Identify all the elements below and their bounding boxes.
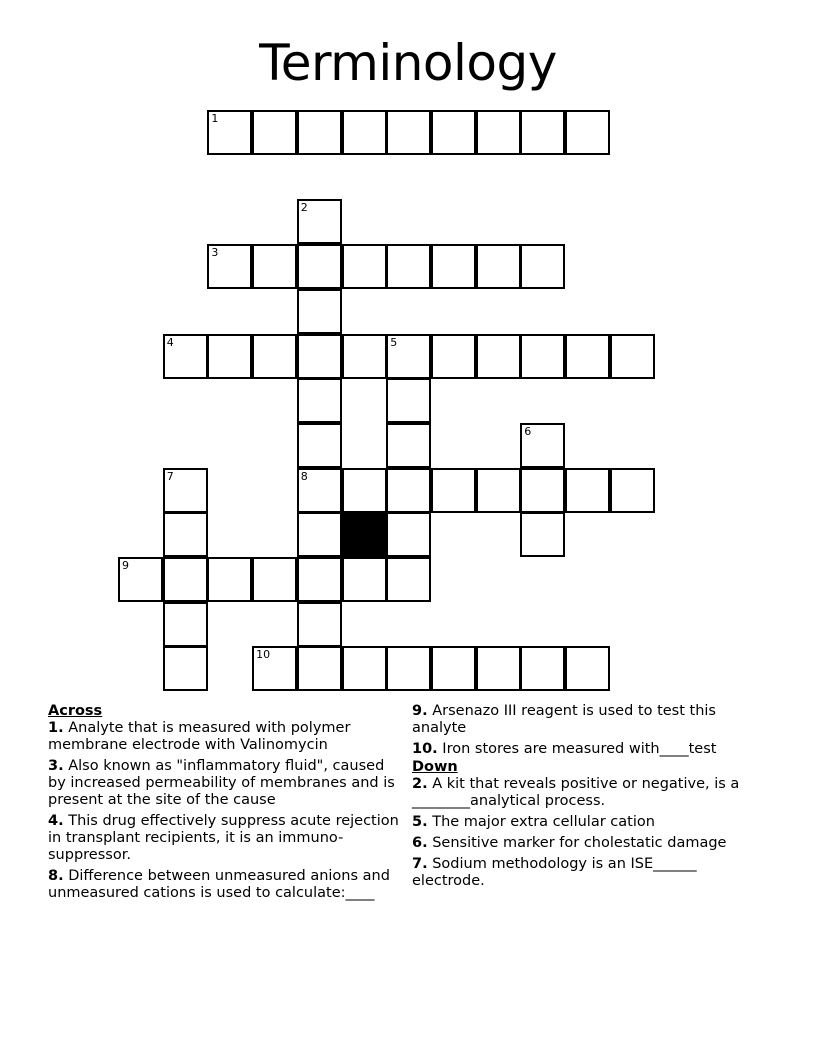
- grid-cell[interactable]: [297, 512, 342, 557]
- grid-cell[interactable]: [297, 244, 342, 289]
- clue-number: 2.: [412, 776, 428, 792]
- grid-cell[interactable]: [207, 334, 252, 379]
- cell-number: 6: [524, 424, 532, 438]
- cell-number: 4: [166, 335, 174, 349]
- grid-cell[interactable]: [163, 557, 208, 602]
- grid-cell[interactable]: [252, 557, 297, 602]
- grid-cell[interactable]: [431, 244, 476, 289]
- grid-cell[interactable]: [163, 468, 208, 513]
- grid-cell[interactable]: [297, 334, 342, 379]
- grid-cell[interactable]: [610, 334, 655, 379]
- grid-cell-blocked: [342, 512, 387, 557]
- cell-number: 7: [166, 469, 174, 483]
- grid-cell[interactable]: [297, 468, 342, 513]
- clue-text: Also known as "inflammatory fluid", caused by increased permeability of membranes and is present at the site of the cause: [48, 758, 395, 808]
- grid-cell[interactable]: [520, 646, 565, 691]
- clue-across-9: [412, 703, 762, 737]
- clue-down-6: [412, 835, 762, 852]
- clue-across-8: [48, 868, 404, 902]
- grid-cell[interactable]: [431, 110, 476, 155]
- grid-cell[interactable]: [520, 334, 565, 379]
- grid-cell[interactable]: [342, 646, 387, 691]
- grid-cell[interactable]: [386, 378, 431, 423]
- clue-down-2: [412, 776, 762, 810]
- grid-cell[interactable]: [163, 602, 208, 647]
- page-title: Terminology: [259, 34, 557, 92]
- clue-number: 9.: [412, 703, 428, 719]
- clue-number: 1.: [48, 720, 64, 736]
- clue-down-7: [412, 856, 762, 890]
- grid-cell[interactable]: [252, 334, 297, 379]
- grid-cell[interactable]: [431, 646, 476, 691]
- down-heading: Down: [412, 759, 458, 775]
- clue-text: The major extra cellular cation: [432, 814, 655, 830]
- grid-cell[interactable]: [207, 244, 252, 289]
- across-heading: Across: [48, 703, 103, 719]
- clue-across-10: [412, 741, 762, 758]
- grid-cell[interactable]: [163, 512, 208, 557]
- grid-cell[interactable]: [297, 602, 342, 647]
- grid-cell[interactable]: [476, 334, 521, 379]
- clues-column-left: [48, 703, 404, 906]
- clue-text: A kit that reveals positive or negative, is a ________analytical process.: [412, 776, 740, 809]
- grid-cell[interactable]: [207, 557, 252, 602]
- clue-text: Arsenazo III reagent is used to test this analyte: [412, 703, 716, 736]
- grid-cell[interactable]: [565, 110, 610, 155]
- grid-cell[interactable]: [297, 199, 342, 244]
- clue-across-4: [48, 813, 404, 864]
- clue-number: 8.: [48, 868, 64, 884]
- grid-cell[interactable]: [297, 423, 342, 468]
- clue-down-5: [412, 814, 762, 831]
- cell-number: 9: [122, 559, 129, 572]
- grid-cell[interactable]: [476, 646, 521, 691]
- grid-cell[interactable]: [252, 110, 297, 155]
- cell-number: 1: [211, 112, 219, 125]
- grid-cell[interactable]: [163, 646, 208, 691]
- grid-cell[interactable]: [520, 512, 565, 557]
- grid-cell[interactable]: [386, 423, 431, 468]
- clue-text: Iron stores are measured with____test: [442, 741, 717, 757]
- clue-number: 5.: [412, 814, 428, 830]
- grid-cell[interactable]: [163, 334, 208, 379]
- cell-number: 10: [256, 648, 271, 662]
- grid-cell[interactable]: [342, 110, 387, 155]
- grid-cell[interactable]: [386, 512, 431, 557]
- grid-cell[interactable]: [520, 423, 565, 468]
- clue-across-3: [48, 758, 404, 809]
- cell-number: 3: [211, 246, 219, 260]
- grid-cell[interactable]: [431, 468, 476, 513]
- grid-cell[interactable]: [342, 557, 387, 602]
- grid-cell[interactable]: [207, 110, 252, 155]
- grid-cell[interactable]: [342, 468, 387, 513]
- grid-cell[interactable]: [252, 646, 297, 691]
- grid-cell[interactable]: [252, 244, 297, 289]
- grid-cell[interactable]: [386, 557, 431, 602]
- clue-text: Sensitive marker for cholestatic damage: [432, 835, 727, 851]
- grid-cell[interactable]: [565, 468, 610, 513]
- clues-column-right: [412, 703, 762, 894]
- grid-cell[interactable]: [520, 110, 565, 155]
- clue-across-1: [48, 720, 404, 754]
- cell-number: 2: [300, 201, 308, 215]
- grid-cell[interactable]: [386, 110, 431, 155]
- cell-number: 8: [300, 469, 308, 483]
- grid-cell[interactable]: [565, 334, 610, 379]
- clue-number: 7.: [412, 856, 428, 872]
- grid-cell[interactable]: [565, 646, 610, 691]
- clue-number: 4.: [48, 813, 64, 829]
- grid-cell[interactable]: [520, 468, 565, 513]
- grid-cell[interactable]: [118, 557, 163, 602]
- grid-cell[interactable]: [386, 646, 431, 691]
- grid-cell[interactable]: [476, 244, 521, 289]
- grid-cell[interactable]: [431, 334, 476, 379]
- cell-number: 5: [390, 335, 398, 349]
- grid-cell[interactable]: [297, 378, 342, 423]
- grid-cell[interactable]: [342, 244, 387, 289]
- grid-cell[interactable]: [297, 110, 342, 155]
- grid-cell[interactable]: [297, 289, 342, 334]
- clue-text: Difference between unmeasured anions and unmeasured cations is used to calculate:____: [48, 868, 390, 901]
- grid-cell[interactable]: [520, 244, 565, 289]
- clue-number: 3.: [48, 758, 64, 774]
- clue-number: 10.: [412, 741, 438, 757]
- grid-cell[interactable]: [476, 110, 521, 155]
- grid-cell[interactable]: [386, 244, 431, 289]
- grid-cell[interactable]: [297, 557, 342, 602]
- grid-cell[interactable]: [476, 468, 521, 513]
- grid-cell[interactable]: [386, 334, 431, 379]
- grid-cell[interactable]: [610, 468, 655, 513]
- grid-cell[interactable]: [297, 646, 342, 691]
- clue-text: Analyte that is measured with polymer membrane electrode with Valinomycin: [48, 720, 351, 753]
- clue-text: This drug effectively suppress acute rejection in transplant recipients, it is an immuno-suppressor.: [48, 813, 399, 863]
- grid-cell[interactable]: [386, 468, 431, 513]
- grid-cell[interactable]: [342, 334, 387, 379]
- clue-text: Sodium methodology is an ISE______ electrode.: [412, 856, 697, 889]
- clue-number: 6.: [412, 835, 428, 851]
